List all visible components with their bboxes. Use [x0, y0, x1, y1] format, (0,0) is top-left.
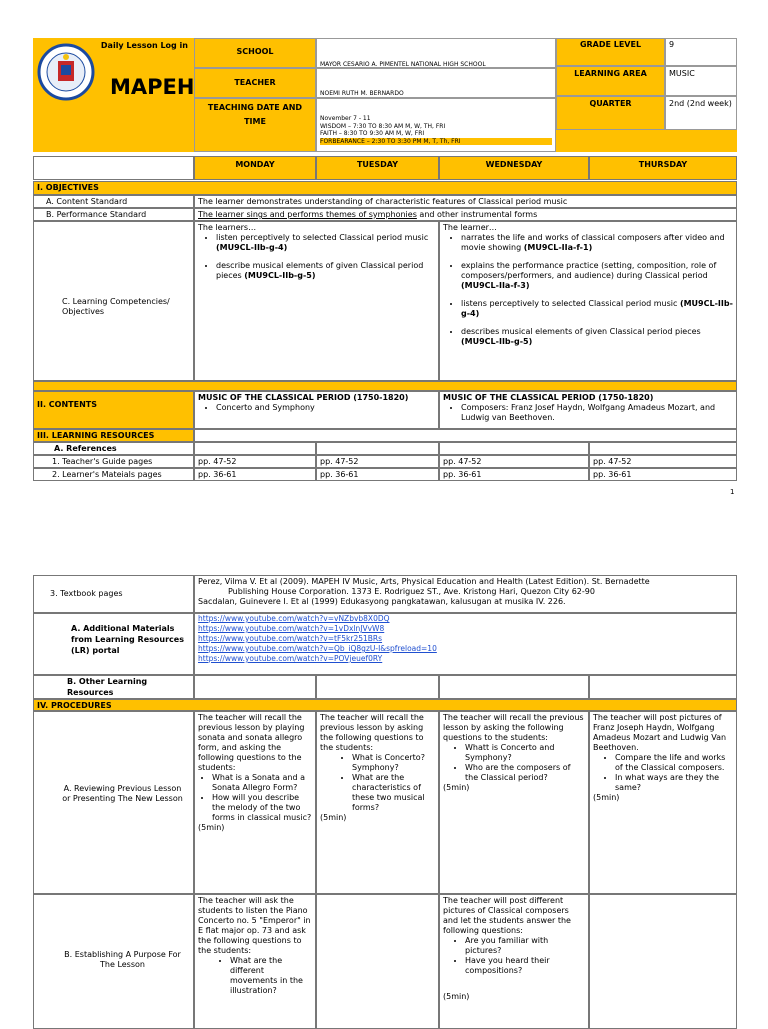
- list-item: • Composers: Franz Josef Haydn, Wolfgang Amadeus Mozart, and Ludwig van Beethoven.: [461, 403, 733, 423]
- review-questions: [443, 743, 585, 783]
- lm-pages-mon: pp. 36-61: [194, 468, 316, 481]
- review-time: (5min): [198, 823, 225, 832]
- references-thu: [589, 442, 737, 455]
- grade-value: 9: [665, 38, 737, 66]
- competencies-list: [443, 233, 733, 347]
- competencies-wed-thu: [439, 221, 737, 381]
- other-resources-thu: [589, 675, 737, 699]
- review-monday: [194, 711, 316, 894]
- teacher-label: TEACHER: [194, 68, 316, 98]
- page-number: 1: [730, 488, 735, 496]
- competency-text: describe musical elements of given Classical period pieces: [216, 261, 424, 280]
- area-label: LEARNING AREA: [556, 66, 665, 96]
- purpose-time: (5min): [443, 992, 470, 1001]
- review-intro: The teacher will recall the previous lesson by asking the following questions to the students:: [443, 713, 584, 742]
- lr-link[interactable]: https://www.youtube.com/watch?v=vNZbvb8X0DQ: [198, 614, 390, 623]
- textbook-line: Sacdalan, Guinevere I. Et al (1999) Edukasyong pangkatawan, kalusugan at musika IV. 226.: [198, 597, 566, 606]
- content-standard-label: A. Content Standard: [33, 195, 194, 208]
- grade-label: GRADE LEVEL: [556, 38, 665, 66]
- list-item: [461, 233, 733, 253]
- review-questions: [320, 753, 435, 813]
- lm-label: 2. Learner's Mateials pages: [33, 468, 194, 481]
- performance-underlined: The learner sings and performs themes of symphonies: [198, 210, 417, 219]
- purpose-questions: [198, 956, 312, 996]
- other-resources-tue: [316, 675, 439, 699]
- list-item: [461, 299, 733, 319]
- additional-materials-label: A. Additional Materials from Learning Resources (LR) portal: [33, 613, 194, 675]
- review-time: (5min): [320, 813, 347, 822]
- additional-materials-links: [194, 613, 737, 675]
- contents-title: MUSIC OF THE CLASSICAL PERIOD (1750-1820): [443, 393, 654, 402]
- competency-text: describes musical elements of given Classical period pieces: [461, 327, 701, 336]
- competency-code: (MU9CL-IIb-g-5): [461, 337, 533, 346]
- references-label: A. References: [33, 442, 194, 455]
- references-wed: [439, 442, 589, 455]
- competency-code: (MU9CL-IIb-g-5): [244, 271, 316, 280]
- competencies-intro: The learners…: [198, 223, 257, 232]
- purpose-label: B. Establishing A Purpose For The Lesson: [33, 894, 194, 1029]
- school-value: MAYOR CESARIO A. PIMENTEL NATIONAL HIGH SCHOOL: [316, 38, 556, 68]
- date-value: [316, 98, 556, 152]
- list-item: • What is a Sonata and a Sonata Allegro Form?: [212, 773, 312, 793]
- tg-pages-mon: pp. 47-52: [194, 455, 316, 468]
- other-resources-mon: [194, 675, 316, 699]
- procedures-heading: IV. PROCEDURES: [33, 699, 737, 711]
- quarter-label: QUARTER: [556, 96, 665, 130]
- resources-heading: III. LEARNING RESOURCES: [33, 429, 194, 442]
- contents-mon-tue: [194, 391, 439, 429]
- lm-pages-wed: pp. 36-61: [439, 468, 589, 481]
- tg-label: 1. Teacher's Guide pages: [33, 455, 194, 468]
- performance-rest: and other instrumental forms: [416, 210, 538, 219]
- list-item: • Whatt is Concerto and Symphony?: [465, 743, 585, 763]
- competency-code: (MU9CL-IIb-g-4): [461, 299, 733, 318]
- textbook-line: Perez, Vilma V. Et al (2009). MAPEH IV Music, Arts, Physical Education and Health (Latest Edition). St. Bernadette: [198, 577, 650, 586]
- list-item: • Who are the composers of the Classical period?: [465, 763, 585, 783]
- school-label: SCHOOL: [194, 38, 316, 68]
- contents-heading: II. CONTENTS: [33, 391, 194, 429]
- review-intro: The teacher will recall the previous lesson by asking the following questions to the students:: [320, 713, 424, 752]
- day-tuesday: TUESDAY: [316, 156, 439, 180]
- review-questions: [198, 773, 312, 823]
- review-intro: The teacher will post pictures of Franz Joseph Haydn, Wolfgang Amadeus Mozart and Ludwig Van Beethoven.: [593, 713, 727, 752]
- purpose-wednesday: [439, 894, 589, 1029]
- competencies-mon-tue: [194, 221, 439, 381]
- day-thursday: THURSDAY: [589, 156, 737, 180]
- contents-wed-thu: [439, 391, 737, 429]
- review-thursday: [589, 711, 737, 894]
- list-item: • Are you familiar with pictures?: [465, 936, 585, 956]
- list-item: • What is Concerto? Symphony?: [352, 753, 435, 773]
- list-item: • Compare the life and works of the Classical composers.: [615, 753, 733, 773]
- tg-pages-thu: pp. 47-52: [589, 455, 737, 468]
- competency-text: listens perceptively to selected Classical period music: [461, 299, 680, 308]
- competency-text: listen perceptively to selected Classical period music: [216, 233, 429, 242]
- competency-code: (MU9CL-IIa-f-1): [523, 243, 593, 252]
- competencies-intro: The learner…: [443, 223, 497, 232]
- performance-standard-label: B. Performance Standard: [33, 208, 194, 221]
- lr-link[interactable]: https://www.youtube.com/watch?v=POVjeuef0RY: [198, 654, 383, 663]
- contents-list: [443, 403, 733, 423]
- date-line: FORBEARANCE – 2:30 TO 3:30 PM M, T, Th, FRI: [320, 138, 552, 146]
- textbook-text: [194, 575, 737, 613]
- review-tuesday: [316, 711, 439, 894]
- contents-band: [33, 381, 737, 391]
- performance-standard-text: [194, 208, 737, 221]
- list-item: [216, 233, 435, 253]
- content-standard-text: The learner demonstrates understanding of characteristic features of Classical period music: [194, 195, 737, 208]
- lm-pages-thu: pp. 36-61: [589, 468, 737, 481]
- quarter-value: 2nd (2nd week): [665, 96, 737, 130]
- day-wednesday: WEDNESDAY: [439, 156, 589, 180]
- competency-code: (MU9CL-IIa-f-3): [461, 281, 530, 290]
- list-item: • In what ways are they the same?: [615, 773, 733, 793]
- objectives-heading: I. OBJECTIVES: [33, 181, 737, 195]
- list-item: • Have you heard their compositions?: [465, 956, 585, 976]
- review-intro: The teacher will recall the previous lesson by playing sonata and sonata allegro form, and asking the following questions to the students:: [198, 713, 305, 772]
- date-line: FAITH – 8:30 TO 9:30 AM M, W, FRI: [320, 130, 425, 137]
- contents-title: MUSIC OF THE CLASSICAL PERIOD (1750-1820): [198, 393, 409, 402]
- date-label: TEACHING DATE AND TIME: [194, 98, 316, 152]
- lr-link[interactable]: https://www.youtube.com/watch?v=tF5kr251BRs: [198, 634, 383, 643]
- purpose-intro: The teacher will ask the students to listen the Piano Concerto no. 5 "Emperor" in E flat major op. 73 and ask the following questions to the students:: [198, 896, 311, 955]
- list-item: [461, 327, 733, 347]
- purpose-questions: [443, 936, 585, 976]
- list-item: [461, 261, 733, 291]
- references-tue: [316, 442, 439, 455]
- purpose-monday: [194, 894, 316, 1029]
- area-value: MUSIC: [665, 66, 737, 96]
- days-header-blank: [33, 156, 194, 180]
- lr-link[interactable]: https://www.youtube.com/watch?v=Qb_iQ8gzU-I&spfreload=10: [198, 644, 437, 653]
- competencies-list: [198, 233, 435, 281]
- list-item: • How will you describe the melody of the two forms in classical music?: [212, 793, 312, 823]
- list-item: • Concerto and Symphony: [216, 403, 435, 413]
- review-questions: [593, 753, 733, 793]
- competency-text: explains the performance practice (setting, composition, role of composers/performers, and audience) during Classical period: [461, 261, 717, 280]
- tg-pages-wed: pp. 47-52: [439, 455, 589, 468]
- review-label: A. Reviewing Previous Lesson or Presenting The New Lesson: [33, 711, 194, 894]
- date-line: WISDOM – 7:30 TO 8:30 AM M, W, TH, FRI: [320, 122, 446, 130]
- review-wednesday: [439, 711, 589, 894]
- lr-link[interactable]: https://www.youtube.com/watch?v=1vDxlnJVvW8: [198, 624, 385, 633]
- tg-pages-tue: pp. 47-52: [316, 455, 439, 468]
- other-resources-label: B. Other Learning Resources: [33, 675, 194, 699]
- day-monday: MONDAY: [194, 156, 316, 180]
- purpose-thursday: [589, 894, 737, 1029]
- competency-text: narrates the life and works of classical composers after video and movie showing: [461, 233, 725, 252]
- textbook-label: 3. Textbook pages: [33, 575, 194, 613]
- contents-list: [198, 403, 435, 413]
- competencies-label: C. Learning Competencies/ Objectives: [33, 221, 194, 381]
- mapeh-title: MAPEH: [110, 75, 195, 99]
- list-item: • What are the different movements in the illustration?: [230, 956, 312, 996]
- daily-log-title: Daily Lesson Log in: [100, 41, 188, 50]
- date-line: November 7 - 11: [320, 115, 371, 122]
- lm-pages-tue: pp. 36-61: [316, 468, 439, 481]
- textbook-line: Publishing House Corporation. 1373 E. Rodriguez ST., Ave. Kristong Hari, Quezon City 62-90: [228, 587, 595, 596]
- teacher-value: NOEMI RUTH M. BERNARDO: [316, 68, 556, 98]
- resources-blank: [194, 429, 737, 442]
- list-item: [216, 261, 435, 281]
- review-time: (5min): [593, 793, 620, 802]
- purpose-tuesday: [316, 894, 439, 1029]
- competency-code: (MU9CL-IIb-g-4): [216, 243, 288, 252]
- other-resources-wed: [439, 675, 589, 699]
- purpose-intro: The teacher will post different pictures of Classical composers and let the students answer the following questions:: [443, 896, 571, 935]
- references-mon: [194, 442, 316, 455]
- review-time: (5min): [443, 783, 470, 792]
- deped-seal-icon: [37, 43, 95, 101]
- list-item: • What are the characteristics of these two musical forms?: [352, 773, 435, 813]
